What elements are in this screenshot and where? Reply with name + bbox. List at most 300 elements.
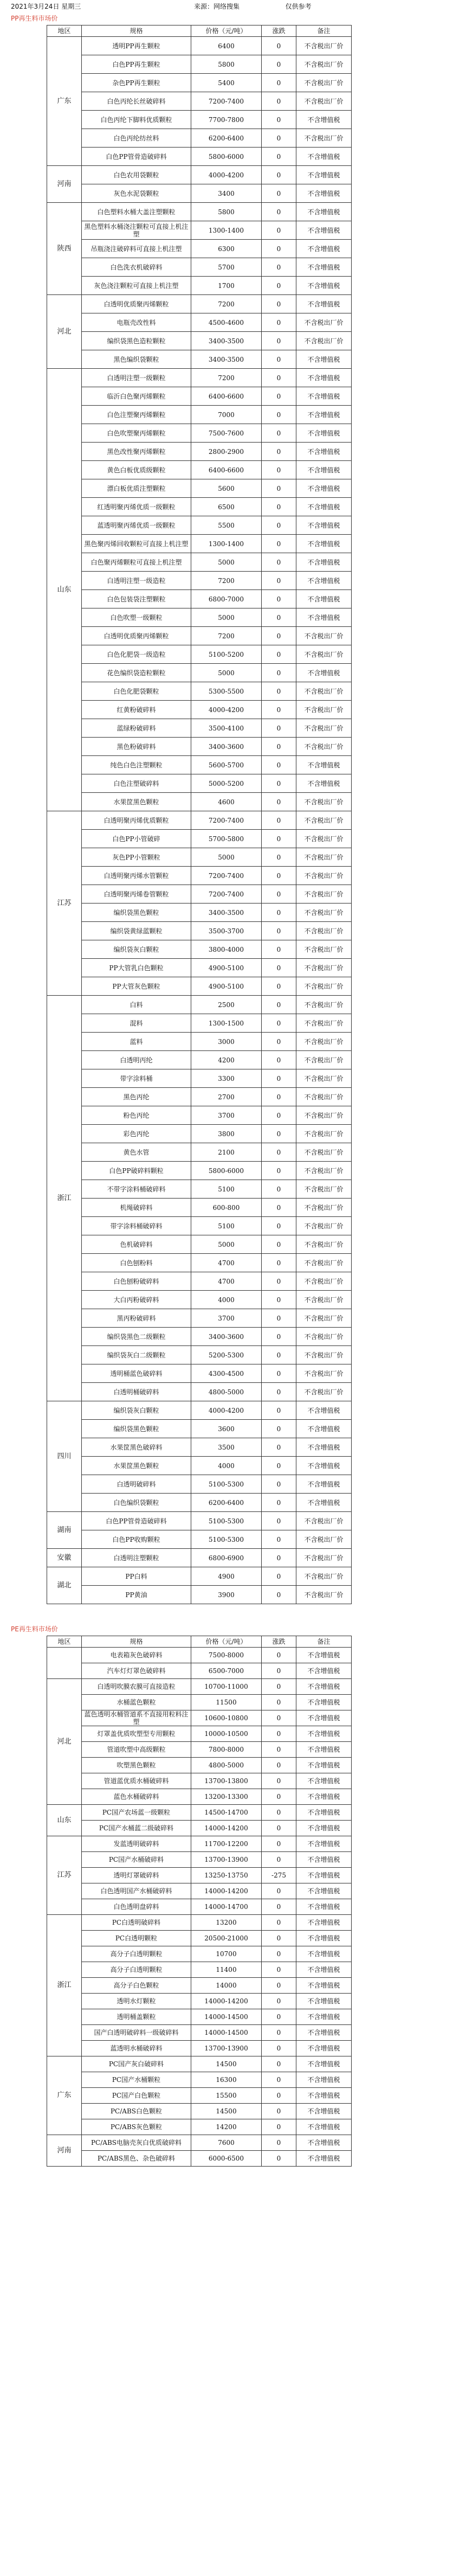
- spec-cell: 编织袋灰白颗粒: [82, 940, 191, 959]
- change-cell: 0: [262, 1821, 296, 1836]
- region-cell: 安徽: [47, 1549, 82, 1567]
- change-cell: 0: [262, 1773, 296, 1789]
- spec-cell: 白透明破碎料: [82, 1475, 191, 1494]
- change-cell: 0: [262, 92, 296, 111]
- remark-cell: 不含增值税: [296, 443, 352, 461]
- column-header-spec: 规格: [82, 25, 191, 37]
- price-cell: 14000: [191, 1978, 262, 1994]
- spec-cell: 白透明聚丙烯卷管颗粒: [82, 885, 191, 903]
- price-cell: 5800-6000: [191, 1162, 262, 1180]
- spec-cell: 管道吹塑中高级颗粒: [82, 1742, 191, 1758]
- change-cell: 0: [262, 313, 296, 332]
- spec-cell: 白色刨粉破碎料: [82, 1272, 191, 1291]
- remark-cell: 不含税出厂价: [296, 996, 352, 1014]
- pp-section-title: PP再生料市场价: [11, 15, 58, 22]
- spec-cell: 色机破碎料: [82, 1235, 191, 1254]
- price-cell: 3800-4000: [191, 940, 262, 959]
- spec-cell: 电瓶壳改性料: [82, 313, 191, 332]
- price-cell: 14200: [191, 2119, 262, 2135]
- table-row: [47, 1199, 352, 1217]
- spec-cell: PC/ABS黑色、杂色破碎料: [82, 2151, 191, 2167]
- table-row: [47, 1978, 352, 1994]
- change-cell: 0: [262, 738, 296, 756]
- remark-cell: 不含增值税: [296, 166, 352, 184]
- change-cell: 0: [262, 701, 296, 719]
- spec-cell: 带字涂料桶: [82, 1069, 191, 1088]
- spec-cell: PC国产水桶颗粒: [82, 2072, 191, 2088]
- table-row: [47, 1883, 352, 1899]
- spec-cell: 彩色丙纶: [82, 1125, 191, 1143]
- price-cell: 6200-6400: [191, 129, 262, 148]
- spec-cell: 蓝色水桶破碎料: [82, 1789, 191, 1805]
- spec-cell: 黑色粉破碎料: [82, 738, 191, 756]
- change-cell: 0: [262, 1994, 296, 2009]
- change-cell: 0: [262, 350, 296, 369]
- table-row: [47, 867, 352, 885]
- price-cell: 4600: [191, 793, 262, 811]
- spec-cell: 吊瓶浇注破碎料可直接上机注塑: [82, 240, 191, 258]
- region-cell: 广东: [47, 37, 82, 166]
- remark-cell: 不含增值税: [296, 277, 352, 295]
- change-cell: 0: [262, 553, 296, 572]
- spec-cell: PP大管乳白色颗粒: [82, 959, 191, 977]
- spec-cell: 白色丙纶长丝破碎料: [82, 92, 191, 111]
- table-row: [47, 1758, 352, 1773]
- price-cell: 7500-8000: [191, 1648, 262, 1663]
- change-cell: 0: [262, 1457, 296, 1475]
- price-cell: 10000-10500: [191, 1726, 262, 1742]
- change-cell: 0: [262, 535, 296, 553]
- remark-cell: 不含增值税: [296, 1695, 352, 1710]
- spec-cell: 黑色塑料水桶浇注颗粒可直接上机注塑: [82, 221, 191, 240]
- remark-cell: 不含增值税: [296, 258, 352, 277]
- change-cell: 0: [262, 1162, 296, 1180]
- remark-cell: 不含增值税: [296, 203, 352, 221]
- remark-cell: 不含税出厂价: [296, 793, 352, 811]
- remark-cell: 不含增值税: [296, 1710, 352, 1726]
- change-cell: 0: [262, 1420, 296, 1438]
- spec-cell: 机绳破碎料: [82, 1199, 191, 1217]
- table-row: [47, 1899, 352, 1915]
- remark-cell: 不含增值税: [296, 1994, 352, 2009]
- spec-cell: 白色塑料水桶大盖注塑颗粒: [82, 203, 191, 221]
- change-cell: 0: [262, 1931, 296, 1946]
- price-cell: 6400-6600: [191, 387, 262, 406]
- remark-cell: 不含增值税: [296, 664, 352, 682]
- change-cell: -275: [262, 1868, 296, 1883]
- spec-cell: 白色注塑破碎料: [82, 774, 191, 793]
- remark-cell: 不含增值税: [296, 2119, 352, 2135]
- change-cell: 0: [262, 1946, 296, 1962]
- spec-cell: 白透明优质聚丙烯颗粒: [82, 295, 191, 313]
- table-row: [47, 129, 352, 148]
- change-cell: 0: [262, 793, 296, 811]
- remark-cell: 不含增值税: [296, 1899, 352, 1915]
- change-cell: 0: [262, 1710, 296, 1726]
- table-row: [47, 1946, 352, 1962]
- price-cell: 5600: [191, 479, 262, 498]
- change-cell: 0: [262, 240, 296, 258]
- remark-cell: 不含税出厂价: [296, 1586, 352, 1604]
- remark-cell: 不含增值税: [296, 184, 352, 203]
- change-cell: 0: [262, 1309, 296, 1328]
- price-cell: 11400: [191, 1962, 262, 1978]
- table-row: [47, 793, 352, 811]
- change-cell: 0: [262, 387, 296, 406]
- table-row: [47, 977, 352, 996]
- change-cell: 0: [262, 1199, 296, 1217]
- change-cell: 0: [262, 1014, 296, 1033]
- spec-cell: 透明灯罩破碎料: [82, 1868, 191, 1883]
- table-row: [47, 2088, 352, 2104]
- price-cell: 1700: [191, 277, 262, 295]
- change-cell: 0: [262, 479, 296, 498]
- price-cell: 4900-5100: [191, 959, 262, 977]
- table-row: [47, 572, 352, 590]
- spec-cell: 白色PP管骨造破碎料: [82, 148, 191, 166]
- change-cell: 0: [262, 1364, 296, 1383]
- change-cell: 0: [262, 959, 296, 977]
- remark-cell: 不含增值税: [296, 240, 352, 258]
- price-cell: 3600: [191, 1420, 262, 1438]
- change-cell: 0: [262, 774, 296, 793]
- price-cell: 15500: [191, 2088, 262, 2104]
- spec-cell: 杂色PP再生颗粒: [82, 74, 191, 92]
- change-cell: 0: [262, 1254, 296, 1272]
- change-cell: 0: [262, 1883, 296, 1899]
- change-cell: 0: [262, 2104, 296, 2119]
- change-cell: 0: [262, 1789, 296, 1805]
- price-cell: 16300: [191, 2072, 262, 2088]
- spec-cell: 白色PP破碎料颗粒: [82, 1162, 191, 1180]
- remark-cell: 不含税出厂价: [296, 1530, 352, 1549]
- remark-cell: 不含税出厂价: [296, 1088, 352, 1106]
- spec-cell: PC/ABS白色颗粒: [82, 2104, 191, 2119]
- change-cell: 0: [262, 1586, 296, 1604]
- table-row: [47, 1033, 352, 1051]
- remark-cell: 不含税出厂价: [296, 959, 352, 977]
- price-cell: 4000: [191, 1291, 262, 1309]
- table-row: [47, 1125, 352, 1143]
- table-row: [47, 940, 352, 959]
- column-header-change: 涨跌: [262, 1636, 296, 1648]
- spec-cell: 白色吹塑一级颗粒: [82, 608, 191, 627]
- remark-cell: 不含税出厂价: [296, 55, 352, 74]
- table-row: [47, 258, 352, 277]
- change-cell: 0: [262, 885, 296, 903]
- table-row: [47, 1328, 352, 1346]
- price-cell: 3500-4100: [191, 719, 262, 738]
- table-row: [47, 1180, 352, 1199]
- price-cell: 3800: [191, 1125, 262, 1143]
- table-row: [47, 959, 352, 977]
- price-cell: 5000: [191, 608, 262, 627]
- spec-cell: 白色化肥袋一级造粒: [82, 645, 191, 664]
- remark-cell: 不含税出厂价: [296, 1549, 352, 1567]
- table-row: [47, 1401, 352, 1420]
- table-row: [47, 1836, 352, 1852]
- table-row: [47, 406, 352, 424]
- change-cell: 0: [262, 664, 296, 682]
- price-cell: 4500-4600: [191, 313, 262, 332]
- remark-cell: 不含增值税: [296, 1758, 352, 1773]
- remark-cell: 不含增值税: [296, 1805, 352, 1821]
- spec-cell: 白透明桶破碎料: [82, 1383, 191, 1401]
- remark-cell: 不含增值税: [296, 2056, 352, 2072]
- change-cell: 0: [262, 166, 296, 184]
- remark-cell: 不含税出厂价: [296, 701, 352, 719]
- spec-cell: 蓝透明水桶破碎料: [82, 2041, 191, 2056]
- table-row: [47, 111, 352, 129]
- spec-cell: 编织袋黑色二级颗粒: [82, 1328, 191, 1346]
- change-cell: 0: [262, 848, 296, 867]
- change-cell: 0: [262, 1235, 296, 1254]
- report-header: [11, 0, 423, 12]
- spec-cell: 发蓝透明破碎料: [82, 1836, 191, 1852]
- region-cell: 山东: [47, 369, 82, 811]
- change-cell: 0: [262, 627, 296, 645]
- change-cell: 0: [262, 1346, 296, 1364]
- remark-cell: 不含增值税: [296, 1915, 352, 1931]
- price-cell: 5000: [191, 848, 262, 867]
- remark-cell: 不含增值税: [296, 1663, 352, 1679]
- remark-cell: 不含税出厂价: [296, 332, 352, 350]
- change-cell: 0: [262, 1915, 296, 1931]
- price-cell: 14000-14200: [191, 1883, 262, 1899]
- remark-cell: 不含税出厂价: [296, 1125, 352, 1143]
- table-row: [47, 37, 352, 55]
- column-header-change: 涨跌: [262, 25, 296, 37]
- spec-cell: PP白料: [82, 1567, 191, 1586]
- table-row: [47, 811, 352, 830]
- region-cell: 河北: [47, 1679, 82, 1805]
- table-row: [47, 738, 352, 756]
- spec-cell: 汽车灯灯罩色破碎料: [82, 1663, 191, 1679]
- remark-cell: 不含税出厂价: [296, 313, 352, 332]
- change-cell: 0: [262, 184, 296, 203]
- spec-cell: 白透明优质聚丙烯颗粒: [82, 627, 191, 645]
- table-row: [47, 1457, 352, 1475]
- region-cell: 四川: [47, 1401, 82, 1512]
- spec-cell: PC/ABS灰色颗粒: [82, 2119, 191, 2135]
- change-cell: 0: [262, 940, 296, 959]
- table-row: [47, 1773, 352, 1789]
- remark-cell: 不含增值税: [296, 369, 352, 387]
- remark-cell: 不含增值税: [296, 756, 352, 774]
- table-row: [47, 2009, 352, 2025]
- remark-cell: 不含税出厂价: [296, 627, 352, 645]
- region-cell: 河南: [47, 166, 82, 203]
- spec-cell: 灰色PP小管颗粒: [82, 848, 191, 867]
- change-cell: 0: [262, 1758, 296, 1773]
- column-header-region: 地区: [47, 1636, 82, 1648]
- remark-cell: 不含增值税: [296, 1648, 352, 1663]
- spec-cell: 国产白透明破碎料一级破碎料: [82, 2025, 191, 2041]
- price-cell: 13700-13900: [191, 1852, 262, 1868]
- remark-cell: 不含税出厂价: [296, 940, 352, 959]
- change-cell: 0: [262, 1852, 296, 1868]
- change-cell: 0: [262, 1088, 296, 1106]
- change-cell: 0: [262, 1438, 296, 1457]
- report-date: 2021年3月24日 星期三: [11, 2, 81, 10]
- price-cell: 1300-1500: [191, 1014, 262, 1033]
- table-row: [47, 535, 352, 553]
- table-row: [47, 1931, 352, 1946]
- table-row: [47, 332, 352, 350]
- spec-cell: 灰色水泥袋颗粒: [82, 184, 191, 203]
- price-cell: 13700-13900: [191, 2041, 262, 2056]
- remark-cell: 不含增值税: [296, 148, 352, 166]
- remark-cell: 不含税出厂价: [296, 1180, 352, 1199]
- spec-cell: 白色丙纶纺丝料: [82, 129, 191, 148]
- remark-cell: 不含税出厂价: [296, 1567, 352, 1586]
- price-cell: 20500-21000: [191, 1931, 262, 1946]
- price-cell: 6300: [191, 240, 262, 258]
- table-row: [47, 608, 352, 627]
- change-cell: 0: [262, 1567, 296, 1586]
- table-row: [47, 1383, 352, 1401]
- change-cell: 0: [262, 756, 296, 774]
- change-cell: 0: [262, 2151, 296, 2167]
- spec-cell: 透明PP再生颗粒: [82, 37, 191, 55]
- price-cell: 2800-2900: [191, 443, 262, 461]
- change-cell: 0: [262, 461, 296, 479]
- price-cell: 3700: [191, 1106, 262, 1125]
- region-cell: 湖南: [47, 1512, 82, 1549]
- price-cell: 3500: [191, 1438, 262, 1457]
- table-row: [47, 2041, 352, 2056]
- change-cell: 0: [262, 369, 296, 387]
- table-row: [47, 240, 352, 258]
- table-row: [47, 295, 352, 313]
- remark-cell: 不含增值税: [296, 1773, 352, 1789]
- spec-cell: 红黄粉破碎料: [82, 701, 191, 719]
- price-cell: 4000-4200: [191, 701, 262, 719]
- table-row: [47, 2104, 352, 2119]
- remark-cell: 不含税出厂价: [296, 1051, 352, 1069]
- remark-cell: 不含增值税: [296, 535, 352, 553]
- remark-cell: 不含税出厂价: [296, 37, 352, 55]
- table-row: [47, 1291, 352, 1309]
- table-row: [47, 479, 352, 498]
- remark-cell: 不含增值税: [296, 461, 352, 479]
- table-row: [47, 1663, 352, 1679]
- remark-cell: 不含税出厂价: [296, 1309, 352, 1328]
- price-cell: 6400: [191, 37, 262, 55]
- table-row: [47, 74, 352, 92]
- spec-cell: 白透明吹膜农膜可直接造粒: [82, 1679, 191, 1695]
- change-cell: 0: [262, 922, 296, 940]
- spec-cell: 大白丙粉破碎料: [82, 1291, 191, 1309]
- price-cell: 7700-7800: [191, 111, 262, 129]
- table-row: [47, 387, 352, 406]
- table-row: [47, 1143, 352, 1162]
- remark-cell: 不含增值税: [296, 1679, 352, 1695]
- table-row: [47, 2025, 352, 2041]
- spec-cell: 白色透明国产水桶破碎料: [82, 1883, 191, 1899]
- table-row: [47, 1710, 352, 1726]
- price-cell: 6400-6600: [191, 461, 262, 479]
- change-cell: 0: [262, 1051, 296, 1069]
- change-cell: 0: [262, 1328, 296, 1346]
- table-row: [47, 203, 352, 221]
- remark-cell: 不含增值税: [296, 295, 352, 313]
- remark-cell: 不含税出厂价: [296, 1143, 352, 1162]
- price-cell: 3400-3500: [191, 350, 262, 369]
- price-cell: 5200-5300: [191, 1346, 262, 1364]
- change-cell: 0: [262, 682, 296, 701]
- remark-cell: 不含增值税: [296, 1401, 352, 1420]
- spec-cell: 蓝透明聚丙烯优质一级颗粒: [82, 516, 191, 535]
- spec-cell: PC国产灰白破碎料: [82, 2056, 191, 2072]
- price-cell: 14000-14200: [191, 1994, 262, 2009]
- table-row: [47, 1088, 352, 1106]
- remark-cell: 不含增值税: [296, 1836, 352, 1852]
- price-cell: 6200-6400: [191, 1494, 262, 1512]
- spec-cell: 带字涂料桶破碎料: [82, 1217, 191, 1235]
- price-cell: 7200: [191, 627, 262, 645]
- table-row: [47, 148, 352, 166]
- spec-cell: 白透明注塑一级颗粒: [82, 369, 191, 387]
- table-row: [47, 645, 352, 664]
- table-row: [47, 664, 352, 682]
- region-cell: 河北: [47, 295, 82, 369]
- table-row: [47, 2056, 352, 2072]
- remark-cell: 不含税出厂价: [296, 922, 352, 940]
- price-cell: 5100-5300: [191, 1512, 262, 1530]
- change-cell: 0: [262, 2088, 296, 2104]
- remark-cell: 不含增值税: [296, 2135, 352, 2151]
- remark-cell: 不含税出厂价: [296, 1346, 352, 1364]
- price-cell: 4200: [191, 1051, 262, 1069]
- price-cell: 13200-13300: [191, 1789, 262, 1805]
- remark-cell: 不含税出厂价: [296, 1272, 352, 1291]
- remark-cell: 不含税出厂价: [296, 977, 352, 996]
- spec-cell: 透明桶盖颗粒: [82, 2009, 191, 2025]
- spec-cell: 黑色丙纶: [82, 1088, 191, 1106]
- price-cell: 11500: [191, 1695, 262, 1710]
- table-row: [47, 1695, 352, 1710]
- remark-cell: 不含税出厂价: [296, 74, 352, 92]
- table-row: [47, 277, 352, 295]
- remark-cell: 不含增值税: [296, 1457, 352, 1475]
- table-row: [47, 1915, 352, 1931]
- spec-cell: 白色透明盘碎料: [82, 1899, 191, 1915]
- region-cell: 河南: [47, 2135, 82, 2167]
- price-cell: 10600-10800: [191, 1710, 262, 1726]
- change-cell: 0: [262, 221, 296, 240]
- remark-cell: 不含增值税: [296, 1962, 352, 1978]
- spec-cell: 水果筐黑色颗粒: [82, 793, 191, 811]
- remark-cell: 不含增值税: [296, 1852, 352, 1868]
- change-cell: 0: [262, 332, 296, 350]
- price-cell: 3400-3500: [191, 332, 262, 350]
- price-cell: 6500: [191, 498, 262, 516]
- change-cell: 0: [262, 406, 296, 424]
- table-row: [47, 627, 352, 645]
- table-row: [47, 55, 352, 74]
- spec-cell: 白色洗衣机破碎料: [82, 258, 191, 277]
- change-cell: 0: [262, 1180, 296, 1199]
- table-row: [47, 1742, 352, 1758]
- price-cell: 5100-5300: [191, 1475, 262, 1494]
- remark-cell: 不含增值税: [296, 1789, 352, 1805]
- change-cell: 0: [262, 1742, 296, 1758]
- spec-cell: 黄色水管: [82, 1143, 191, 1162]
- table-row: [47, 2135, 352, 2151]
- spec-cell: 编织袋黑色颗粒: [82, 903, 191, 922]
- region-cell: 浙江: [47, 996, 82, 1401]
